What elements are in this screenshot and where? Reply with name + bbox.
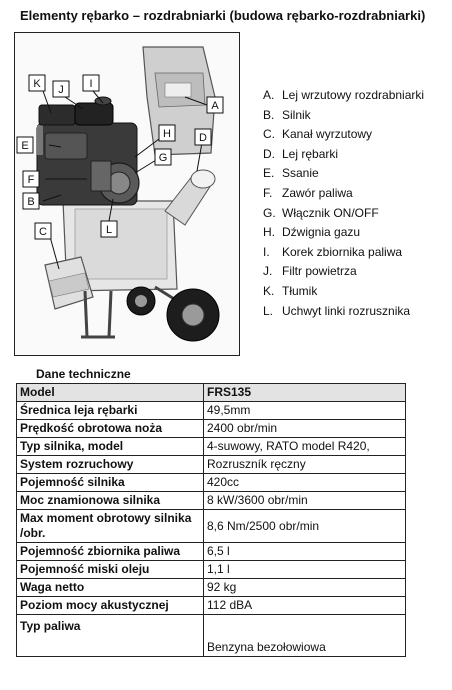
legend-text: Włącznik ON/OFF <box>282 205 379 220</box>
legend-text: Filtr powietrza <box>282 264 357 279</box>
table-row <box>17 543 406 561</box>
legend-text: Lej rębarki <box>282 146 339 161</box>
table-row <box>17 579 406 597</box>
callout-k: K <box>33 78 41 90</box>
table-row <box>17 420 406 438</box>
legend-item <box>263 243 424 263</box>
legend-item <box>263 223 424 243</box>
row-value: 112 dBA <box>204 597 406 615</box>
legend-text: Dźwignia gazu <box>282 225 361 240</box>
tech-data-heading: Dane techniczne <box>36 367 131 381</box>
callout-a: A <box>211 100 219 112</box>
legend-text: Zawór paliwa <box>282 185 353 200</box>
shredder-illustration <box>15 33 239 355</box>
legend-text: Silnik <box>282 107 311 122</box>
callout-b: B <box>27 196 35 208</box>
table-row <box>17 474 406 492</box>
legend-key: K. <box>263 283 275 298</box>
legend-item <box>263 204 424 224</box>
table-row <box>17 510 406 543</box>
row-value: 2400 obr/min <box>204 420 406 438</box>
callout-g: G <box>158 152 168 164</box>
page-title: Elementy rębarko – rozdrabniarki (budowa rębarko-rozdrabniarki) <box>20 8 426 23</box>
legend-key: L. <box>263 303 274 318</box>
header-label: Model <box>17 384 204 402</box>
callout-e: E <box>21 140 29 152</box>
row-value: Rozruszník ręczny <box>204 456 406 474</box>
header-value: FRS135 <box>204 384 406 402</box>
spec-table <box>16 383 406 657</box>
callout-d: D <box>199 132 207 144</box>
legend-item <box>263 184 424 204</box>
row-value: 8,6 Nm/2500 obr/min <box>204 510 406 543</box>
row-value: 1,1 l <box>204 561 406 579</box>
row-label: System rozruchowy <box>17 456 204 474</box>
row-label: Pojemność silnika <box>17 474 204 492</box>
legend-text: Ssanie <box>282 166 319 181</box>
legend-text: Lej wrzutowy rozdrabniarki <box>282 88 425 102</box>
legend-key: D. <box>263 146 275 161</box>
callout-i: I <box>89 78 93 90</box>
row-label: Typ paliwa <box>17 615 204 657</box>
legend-item <box>263 282 424 302</box>
row-label: Poziom mocy akustycznej <box>17 597 204 615</box>
legend-item <box>263 125 424 145</box>
table-row <box>17 597 406 615</box>
legend-item <box>263 145 424 165</box>
parts-legend <box>263 86 424 321</box>
table-row <box>17 438 406 456</box>
row-value: 6,5 l <box>204 543 406 561</box>
callout-l: L <box>105 224 113 236</box>
row-value: Benzyna bezołowiowa <box>204 615 406 657</box>
callout-j: J <box>58 84 64 96</box>
legend-key: F. <box>263 185 273 200</box>
legend-key: H. <box>263 225 275 240</box>
row-label: Pojemność zbiornika paliwa <box>17 543 204 561</box>
row-value: 420cc <box>204 474 406 492</box>
legend-item <box>263 86 424 106</box>
legend-item <box>263 262 424 282</box>
row-value: 4-suwowy, RATO model R420, <box>204 438 406 456</box>
callout-h: H <box>163 128 171 140</box>
table-row <box>17 402 406 420</box>
legend-item <box>263 106 424 126</box>
legend-item <box>263 302 424 322</box>
table-row <box>17 615 406 657</box>
legend-key: C. <box>263 127 275 142</box>
legend-text: Uchwyt linki rozrusznika <box>282 303 411 318</box>
legend-text: Kanał wyrzutowy <box>282 127 373 142</box>
shredder-diagram <box>14 32 240 356</box>
table-row <box>17 492 406 510</box>
row-label: Pojemność miski oleju <box>17 561 204 579</box>
callout-f: F <box>27 174 35 186</box>
table-header-row <box>17 384 406 402</box>
legend-key: I. <box>263 244 270 259</box>
row-label: Typ silnika, model <box>17 438 204 456</box>
row-value: 8 kW/3600 obr/min <box>204 492 406 510</box>
row-label: Max moment obrotowy silnika /obr. <box>17 510 204 543</box>
callout-c: C <box>39 226 47 238</box>
table-row <box>17 561 406 579</box>
legend-item <box>263 164 424 184</box>
legend-key: G. <box>263 205 276 220</box>
row-label: Waga netto <box>17 579 204 597</box>
row-label: Moc znamionowa silnika <box>17 492 204 510</box>
row-label: Prędkość obrotowa noża <box>17 420 204 438</box>
row-value: 49,5mm <box>204 402 406 420</box>
row-label: Średnica leja rębarki <box>17 402 204 420</box>
legend-text: Tłumik <box>282 283 318 298</box>
row-value: 92 kg <box>204 579 406 597</box>
table-row <box>17 456 406 474</box>
legend-key: B. <box>263 107 275 122</box>
legend-text: Korek zbiornika paliwa <box>282 244 403 259</box>
legend-key: A. <box>263 88 275 102</box>
legend-key: E. <box>263 166 275 181</box>
legend-key: J. <box>263 264 273 279</box>
